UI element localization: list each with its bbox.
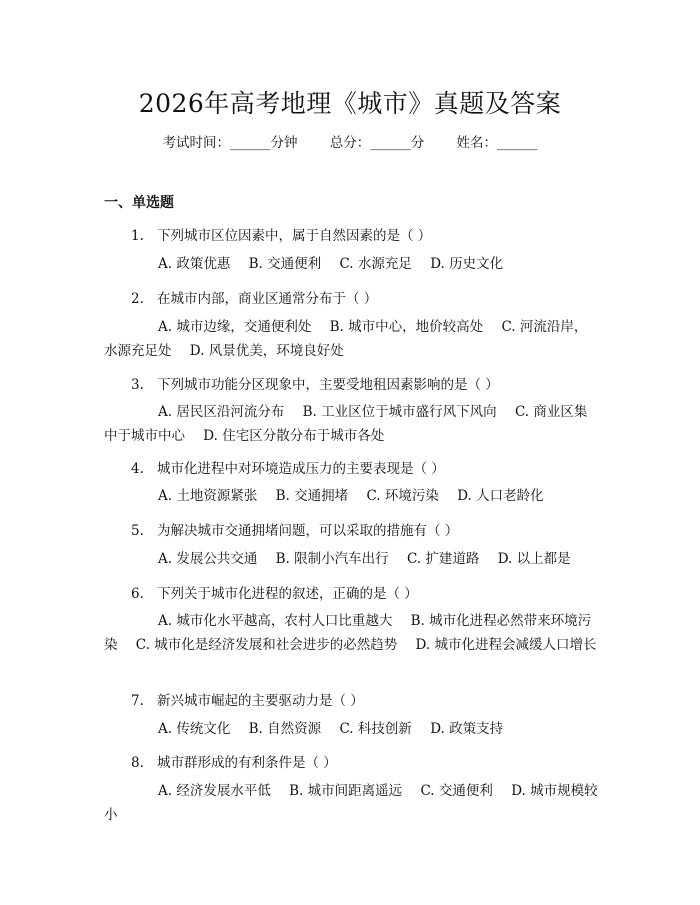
question-number: 4. <box>131 461 144 477</box>
question-text: 下列城市区位因素中，属于自然因素的是（ ） <box>157 228 432 244</box>
exam-time-field: 考试时间：______分钟 <box>162 135 298 151</box>
option-a: A. 发展公共交通 <box>158 551 258 567</box>
option-a: A. 经济发展水平低 <box>158 783 271 799</box>
student-name-field: 姓名：______ <box>456 135 538 151</box>
option-c: C. 扩建道路 <box>406 551 480 567</box>
question-number: 6. <box>131 586 144 602</box>
question-text: 下列城市功能分区现象中，主要受地租因素影响的是（ ） <box>157 377 499 393</box>
question-7-stem <box>131 689 364 709</box>
option-a: A. 政策优惠 <box>158 256 231 272</box>
section-heading: 一、单选题 <box>104 195 174 211</box>
question-3-options <box>104 400 600 448</box>
question-1-stem <box>131 224 431 244</box>
option-b: B. 交通便利 <box>248 256 322 272</box>
question-text: 新兴城市崛起的主要驱动力是（ ） <box>157 693 364 709</box>
exam-info-line <box>0 131 700 151</box>
option-b: B. 城市化进程必然带来环境污染 <box>104 613 592 653</box>
option-d: D. 政策支持 <box>430 721 504 737</box>
total-score-field: 总分：______分 <box>329 135 425 151</box>
option-c: C. 城市化是经济发展和社会进步的必然趋势 <box>135 637 398 653</box>
option-d: D. 住宅区分散分布于城市各处 <box>203 428 385 444</box>
question-8-stem <box>131 751 337 771</box>
option-c: C. 商业区集中于城市中心 <box>104 404 588 444</box>
option-d: D. 历史文化 <box>430 256 504 272</box>
option-b: B. 交通拥堵 <box>275 488 349 504</box>
option-b: B. 工业区位于城市盛行风下风向 <box>302 404 497 420</box>
option-d: D. 人口老龄化 <box>457 488 544 504</box>
option-d: D. 风景优美，环境良好处 <box>189 343 344 359</box>
question-text: 城市群形成的有利条件是（ ） <box>157 755 337 771</box>
question-2-options <box>104 315 600 363</box>
option-c: C. 河流沿岸，水源充足处 <box>104 319 588 359</box>
question-number: 2. <box>131 291 144 307</box>
option-c: C. 环境污染 <box>366 488 439 504</box>
option-a: A. 城市化水平越高，农村人口比重越大 <box>158 613 393 629</box>
option-a: A. 城市边缘，交通便利处 <box>158 319 312 335</box>
option-b: B. 自然资源 <box>248 721 322 737</box>
question-4-options <box>104 484 600 508</box>
question-8-options <box>104 779 600 827</box>
option-b: B. 限制小汽车出行 <box>275 551 389 567</box>
question-number: 8. <box>131 755 144 771</box>
option-b: B. 城市间距离遥远 <box>289 783 403 799</box>
question-number: 5. <box>131 523 144 539</box>
option-d: D. 城市化进程会减缓人口增长 <box>415 637 597 653</box>
page-title: 2026年高考地理《城市》真题及答案 <box>138 89 562 118</box>
question-text: 下列关于城市化进程的叙述，正确的是（ ） <box>157 586 418 602</box>
option-c: C. 水源充足 <box>339 256 412 272</box>
question-7-options <box>104 717 600 741</box>
option-b: B. 城市中心，地价较高处 <box>329 319 484 335</box>
question-6-stem <box>131 582 418 602</box>
option-d: D. 以上都是 <box>497 551 571 567</box>
question-3-stem <box>131 373 499 393</box>
question-text: 为解决城市交通拥堵问题，可以采取的措施有（ ） <box>157 523 459 539</box>
option-a: A. 传统文化 <box>158 721 231 737</box>
question-2-stem <box>131 287 377 307</box>
option-c: C. 科技创新 <box>339 721 412 737</box>
question-4-stem <box>131 457 445 477</box>
option-d: D. 城市规模较小 <box>104 783 598 823</box>
question-5-stem <box>131 519 458 539</box>
option-c: C. 交通便利 <box>420 783 493 799</box>
question-number: 3. <box>131 377 144 393</box>
option-a: A. 土地资源紧张 <box>158 488 258 504</box>
question-5-options <box>104 547 600 571</box>
option-a: A. 居民区沿河流分布 <box>158 404 285 420</box>
question-number: 7. <box>131 693 144 709</box>
question-text: 城市化进程中对环境造成压力的主要表现是（ ） <box>157 461 445 477</box>
question-number: 1. <box>131 228 144 244</box>
question-text: 在城市内部，商业区通常分布于（ ） <box>157 291 378 307</box>
question-6-options <box>104 609 600 657</box>
question-1-options <box>104 252 600 276</box>
